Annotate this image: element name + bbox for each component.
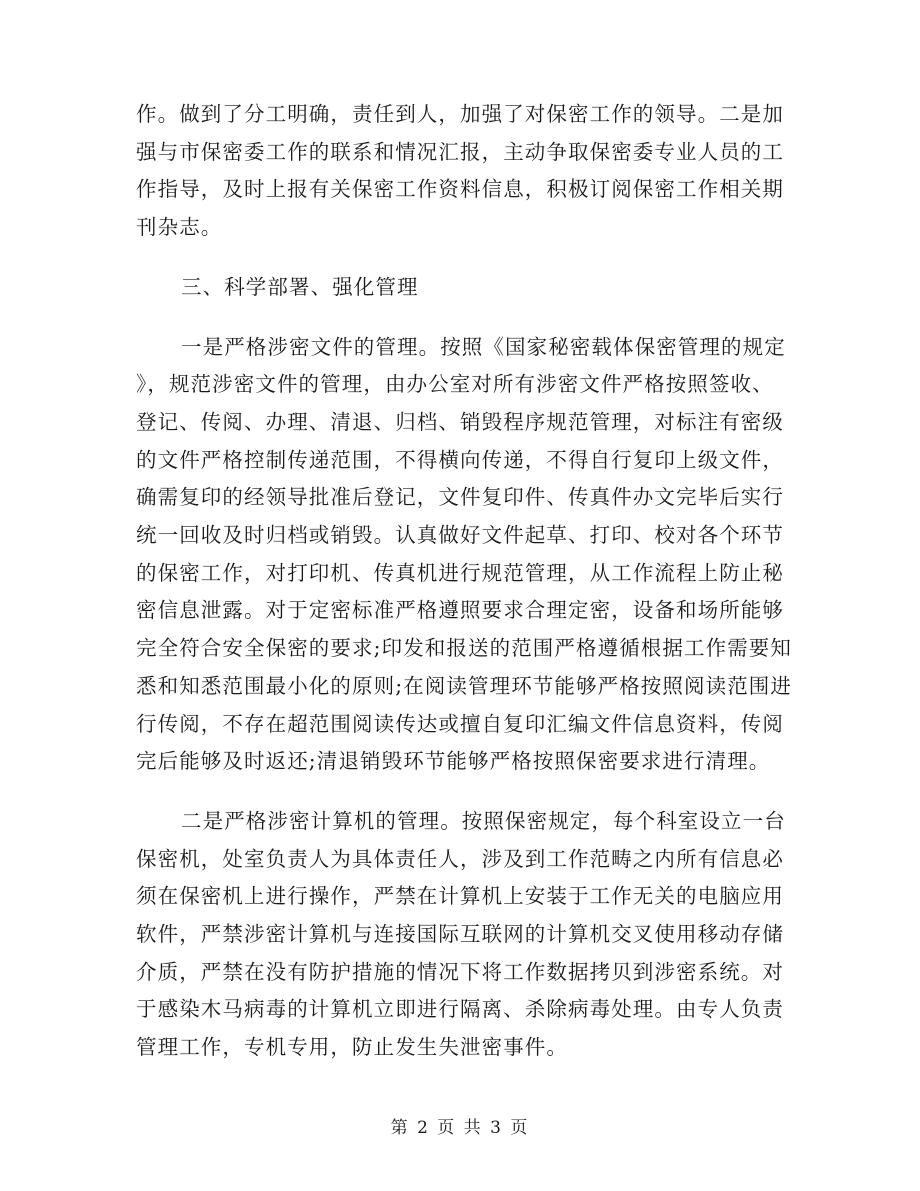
text-line: 刊杂志。: [136, 215, 223, 240]
page-number: 第 2 页 共 3 页: [390, 1118, 530, 1138]
text-line: 保密机，处室负责人为具体责任人，涉及到工作范畴之内所有信息必: [136, 846, 784, 871]
paragraph-spacer: [136, 781, 784, 803]
text-line: 悉和知悉范围最小化的原则;在阅读管理环节能够严格按照阅读范围进: [136, 673, 793, 698]
page-footer: [0, 1113, 920, 1138]
text-line: 完全符合安全保密的要求;印发和报送的范围严格遵循根据工作需要知: [136, 636, 793, 661]
text-line: 的保密工作，对打印机、传真机进行规范管理，从工作流程上防止秘: [136, 560, 784, 585]
paragraph-spacer: [136, 307, 784, 329]
text-line: 》，规范涉密文件的管理，由办公室对所有涉密文件严格按照签收、: [136, 372, 774, 397]
text-line: 须在保密机上进行操作，严禁在计算机上安装于工作无关的电脑应用: [136, 884, 784, 909]
text-line: 介质，严禁在没有防护措施的情况下将工作数据拷贝到涉密系统。对: [136, 959, 784, 984]
text-line: 登记、传阅、办理、清退、归档、销毁程序规范管理，对标注有密级: [136, 409, 784, 434]
text-line: 的文件严格控制传递范围，不得横向传递，不得自行复印上级文件，: [136, 447, 784, 472]
text-line: 软件，严禁涉密计算机与连接国际互联网的计算机交叉使用移动存储: [136, 922, 784, 947]
text-line: 作。做到了分工明确，责任到人，加强了对保密工作的领导。二是加: [136, 102, 784, 126]
paragraph-spacer: [136, 247, 784, 269]
text-line: 强与市保密委工作的联系和情况汇报，主动争取保密委专业人员的工: [136, 139, 784, 164]
document-body: [136, 96, 793, 1067]
paragraph-4: [136, 803, 784, 1067]
section-heading: [136, 269, 784, 307]
text-line: 管理工作，专机专用，防止发生失泄密事件。: [136, 1035, 568, 1060]
paragraph-1: [136, 96, 784, 247]
text-line: 确需复印的经领导批准后登记，文件复印件、传真件办文完毕后实行: [136, 485, 784, 510]
text-line: 一是严格涉密文件的管理。按照《国家秘密载体保密管理的规定: [181, 334, 786, 359]
text-line: 于感染木马病毒的计算机立即进行隔离、杀除病毒处理。由专人负责: [136, 997, 784, 1022]
text-line: 统一回收及时归档或销毁。认真做好文件起草、打印、校对各个环节: [136, 523, 784, 548]
heading-text: 三、科学部署、强化管理: [181, 274, 419, 299]
text-line: 二是严格涉密计算机的管理。按照保密规定，每个科室设立一台: [181, 808, 786, 833]
text-line: 完后能够及时返还;清退销毁环节能够严格按照保密要求进行清理。: [136, 749, 771, 774]
text-line: 作指导，及时上报有关保密工作资料信息，积极订阅保密工作相关期: [136, 177, 784, 202]
text-line: 行传阅，不存在超范围阅读传达或擅自复印汇编文件信息资料，传阅: [136, 711, 784, 736]
paragraph-3: [136, 329, 793, 781]
text-line: 密信息泄露。对于定密标准严格遵照要求合理定密，设备和场所能够: [136, 598, 784, 623]
